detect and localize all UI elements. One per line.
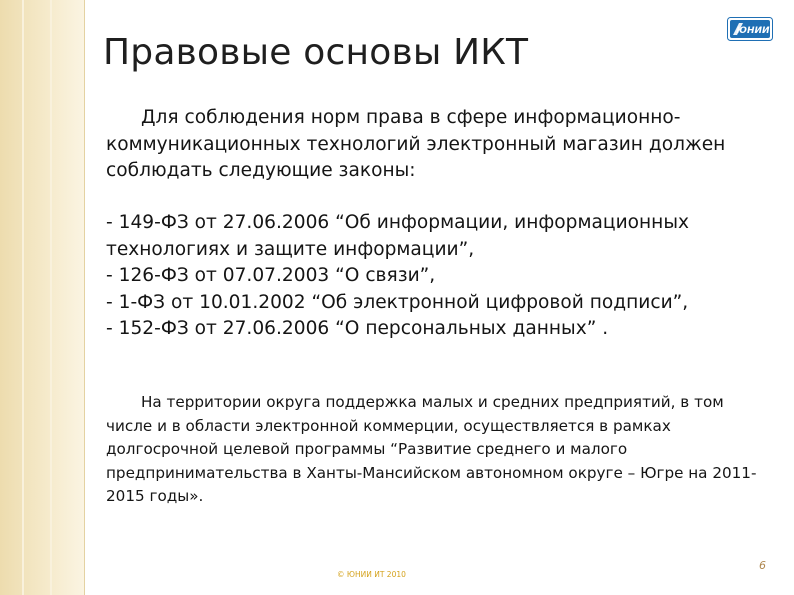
sidebar-stripe — [22, 0, 24, 595]
slide-title: Правовые основы ИКТ — [103, 32, 529, 73]
intro-paragraph — [106, 105, 766, 185]
list-item: - 149-ФЗ от 27.06.2006 “Об информации, информационных технологиях и защите информации”, — [106, 212, 690, 260]
list-item: - 126-ФЗ от 07.07.2003 “О связи”, — [106, 265, 436, 286]
program-text: На территории округа поддержка малых и средних предприятий, в том числе и в области электронной коммерции, осуществляется в рамках долгосрочной целевой программы “Развитие среднего и малого предпринимательства в Ханты-Мансийском автономном округе – Югре на 2011-2015 годы». — [106, 393, 757, 506]
intro-text: Для соблюдения норм права в сфере информационно-коммуникационных технологий электронный магазин должен соблюдать следующие законы: — [106, 107, 726, 181]
page-number: 6 — [759, 559, 766, 572]
laws-list — [106, 210, 766, 343]
decorative-sidebar — [0, 0, 85, 595]
yunii-logo-icon — [727, 17, 773, 41]
list-item: - 1-ФЗ от 10.01.2002 “Об электронной цифровой подписи”, — [106, 291, 689, 313]
logo-text: ЮНИИ — [736, 26, 770, 36]
list-item: - 152-ФЗ от 27.06.2006 “О персональных данных” . — [106, 318, 609, 339]
sidebar-stripe — [50, 0, 52, 595]
program-paragraph — [106, 391, 766, 509]
footer-copyright: © ЮНИИ ИТ 2010 — [337, 570, 406, 579]
